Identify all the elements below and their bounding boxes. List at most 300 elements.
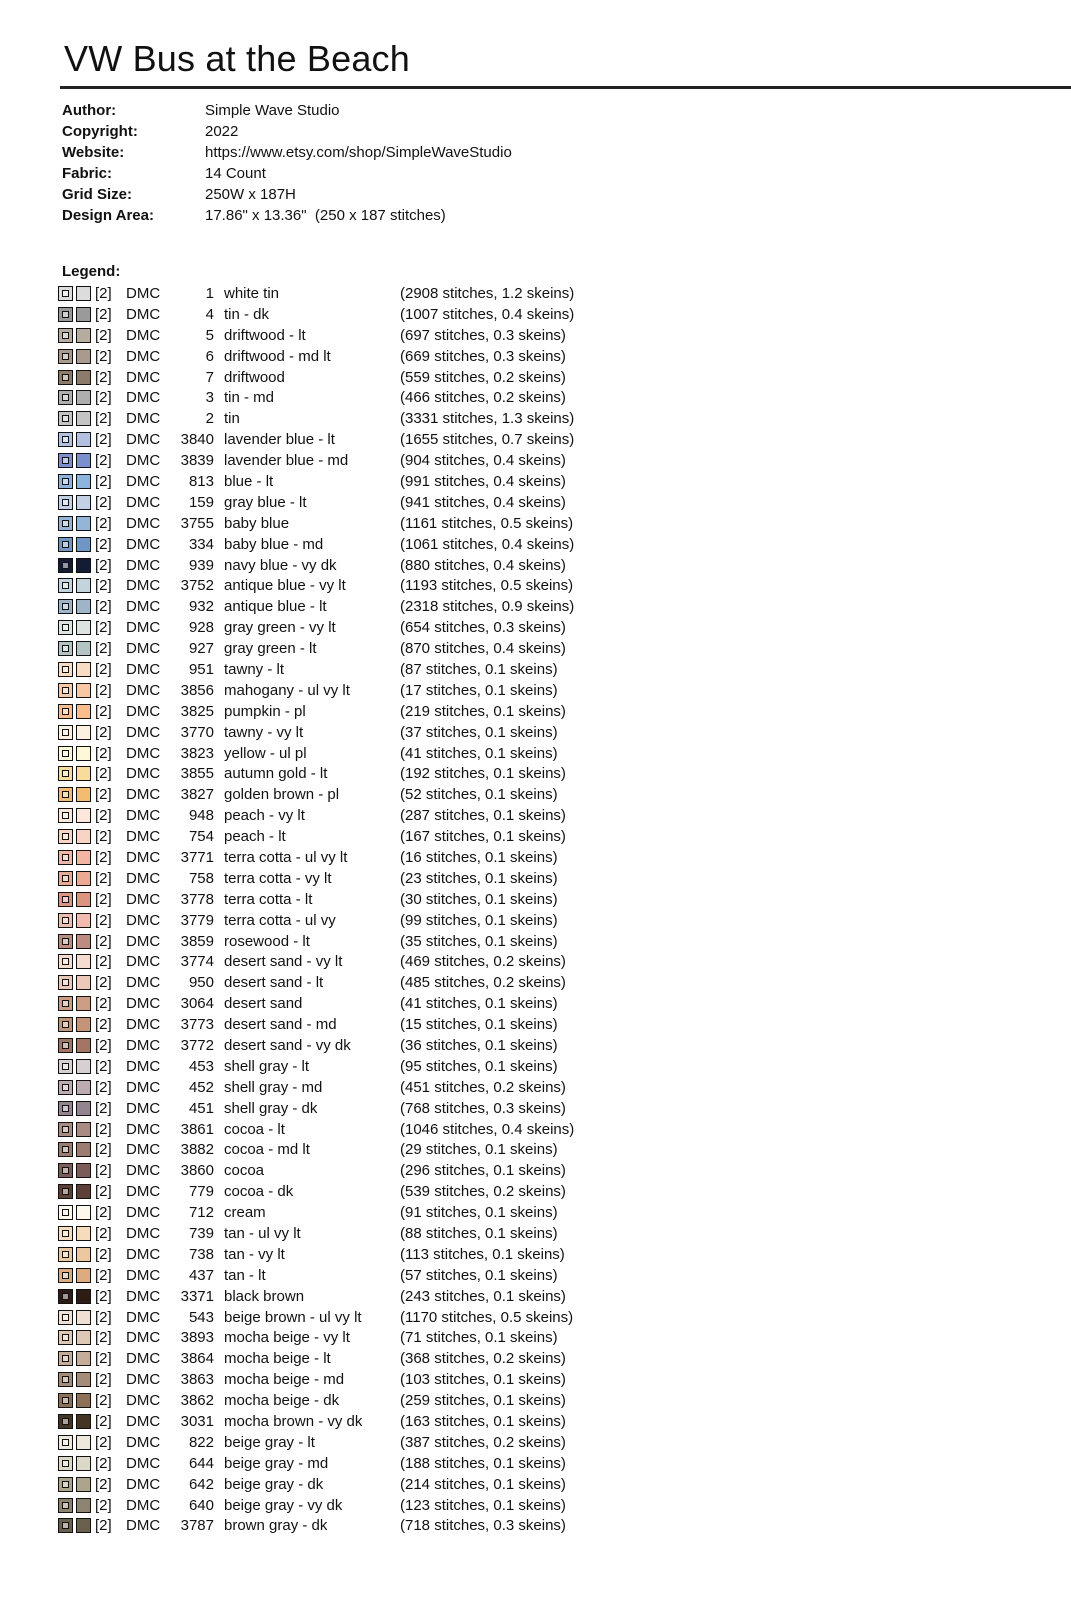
strand-count: [2] [95,995,112,1013]
thread-number: 758 [188,869,214,887]
thread-number: 754 [188,828,214,846]
thread-number: 3863 [180,1371,214,1389]
color-swatch [76,1247,91,1262]
stitch-symbol-icon [58,1330,73,1345]
thread-number: 6 [205,347,214,365]
color-swatch [76,996,91,1011]
thread-brand: DMC [126,368,161,386]
legend-row [58,513,574,534]
legend-row [58,304,574,325]
thread-usage: (219 stitches, 0.1 skeins) [400,702,566,720]
legend-row [58,617,574,638]
strand-count: [2] [95,1475,112,1493]
stitch-symbol-icon [58,1310,73,1325]
thread-name: shell gray - lt [224,1057,310,1075]
meta-label: Copyright: [62,123,138,140]
thread-number: 642 [188,1475,214,1493]
legend-row [58,367,574,388]
thread-number: 640 [188,1496,214,1514]
color-swatch [76,411,91,426]
thread-name: lavender blue - lt [224,431,335,449]
thread-name: baby blue - md [224,535,324,553]
color-swatch [76,495,91,510]
thread-brand: DMC [126,1141,161,1159]
thread-number: 928 [188,619,214,637]
thread-brand: DMC [126,1183,161,1201]
stitch-symbol-icon [58,537,73,552]
legend-row [58,534,574,555]
thread-number: 3773 [180,1016,214,1034]
strand-count: [2] [95,1078,112,1096]
legend-row [58,1181,574,1202]
thread-brand: DMC [126,932,161,950]
strand-count: [2] [95,890,112,908]
legend-row [58,1223,574,1244]
thread-brand: DMC [126,326,161,344]
thread-brand: DMC [126,1245,161,1263]
stitch-symbol-icon [58,1372,73,1387]
thread-usage: (15 stitches, 0.1 skeins) [400,1016,558,1034]
thread-brand: DMC [126,514,161,532]
strand-count: [2] [95,1287,112,1305]
legend-row [58,1474,574,1495]
strand-count: [2] [95,1308,112,1326]
color-swatch [76,1498,91,1513]
thread-number: 3861 [180,1120,214,1138]
stitch-symbol-icon [58,1518,73,1533]
thread-usage: (16 stitches, 0.1 skeins) [400,848,558,866]
legend-row [58,659,574,680]
legend-row [58,1265,574,1286]
thread-number: 948 [188,807,214,825]
thread-number: 3882 [180,1141,214,1159]
thread-number: 3752 [180,577,214,595]
thread-number: 644 [188,1454,214,1472]
legend-row [58,743,574,764]
thread-number: 3 [205,389,214,407]
thread-brand: DMC [126,911,161,929]
thread-name: cocoa - md lt [224,1141,310,1159]
website-link[interactable]: https://www.etsy.com/shop/SimpleWaveStudio [205,144,512,161]
color-swatch [76,349,91,364]
color-swatch [76,370,91,385]
thread-name: brown gray - dk [224,1517,328,1535]
legend-row [58,1390,574,1411]
thread-brand: DMC [126,1078,161,1096]
thread-usage: (192 stitches, 0.1 skeins) [400,765,566,783]
legend-row [58,868,574,889]
thread-usage: (35 stitches, 0.1 skeins) [400,932,558,950]
thread-number: 3859 [180,932,214,950]
strand-count: [2] [95,911,112,929]
thread-usage: (904 stitches, 0.4 skeins) [400,452,566,470]
thread-name: driftwood - lt [224,326,306,344]
color-swatch [76,453,91,468]
thread-brand: DMC [126,1266,161,1284]
thread-usage: (654 stitches, 0.3 skeins) [400,619,566,637]
thread-usage: (1007 stitches, 0.4 skeins) [400,305,575,323]
meta-row-website [62,142,512,163]
meta-label: Design Area: [62,207,154,224]
thread-number: 3031 [180,1413,214,1431]
color-swatch [76,1059,91,1074]
color-swatch [76,1435,91,1450]
legend-row [58,1035,574,1056]
thread-name: mocha beige - dk [224,1392,340,1410]
legend-row [58,847,574,868]
color-swatch [76,829,91,844]
thread-name: mocha brown - vy dk [224,1413,363,1431]
pattern-info [62,100,512,226]
meta-row-fabric [62,163,512,184]
legend-row [58,450,574,471]
color-swatch [76,808,91,823]
thread-number: 451 [188,1099,214,1117]
thread-name: yellow - ul pl [224,744,307,762]
stitch-symbol-icon [58,1101,73,1116]
stitch-symbol-icon [58,1289,73,1304]
legend-row [58,993,574,1014]
thread-number: 3855 [180,765,214,783]
thread-usage: (451 stitches, 0.2 skeins) [400,1078,566,1096]
strand-count: [2] [95,1057,112,1075]
thread-number: 3774 [180,953,214,971]
stitch-symbol-icon [58,850,73,865]
stitch-symbol-icon [58,411,73,426]
thread-name: tan - lt [224,1266,266,1284]
thread-usage: (3331 stitches, 1.3 skeins) [400,410,575,428]
thread-number: 822 [188,1433,214,1451]
thread-brand: DMC [126,786,161,804]
legend-row [58,1348,574,1369]
stitch-symbol-icon [58,871,73,886]
thread-usage: (123 stitches, 0.1 skeins) [400,1496,566,1514]
color-swatch [76,432,91,447]
thread-brand: DMC [126,848,161,866]
thread-number: 3839 [180,452,214,470]
legend-row [58,492,574,513]
thread-number: 437 [188,1266,214,1284]
title-divider [60,86,1071,89]
strand-count: [2] [95,744,112,762]
thread-brand: DMC [126,660,161,678]
legend-row [58,784,574,805]
thread-number: 3827 [180,786,214,804]
thread-brand: DMC [126,1475,161,1493]
thread-brand: DMC [126,1329,161,1347]
thread-name: terra cotta - lt [224,890,313,908]
thread-usage: (941 stitches, 0.4 skeins) [400,493,566,511]
legend-row [58,638,574,659]
thread-number: 3864 [180,1350,214,1368]
stitch-symbol-icon [58,1122,73,1137]
thread-brand: DMC [126,1454,161,1472]
thread-number: 3064 [180,995,214,1013]
thread-number: 453 [188,1057,214,1075]
thread-usage: (669 stitches, 0.3 skeins) [400,347,566,365]
legend-row [58,471,574,492]
thread-brand: DMC [126,577,161,595]
thread-usage: (2318 stitches, 0.9 skeins) [400,598,575,616]
color-swatch [76,1184,91,1199]
legend-row [58,1077,574,1098]
meta-value: 250W x 187H [205,186,296,203]
thread-number: 3787 [180,1517,214,1535]
thread-usage: (188 stitches, 0.1 skeins) [400,1454,566,1472]
thread-name: beige gray - lt [224,1433,315,1451]
thread-name: tawny - vy lt [224,723,304,741]
strand-count: [2] [95,514,112,532]
thread-number: 334 [188,535,214,553]
thread-number: 2 [205,410,214,428]
strand-count: [2] [95,556,112,574]
stitch-symbol-icon [58,1268,73,1283]
thread-brand: DMC [126,828,161,846]
thread-brand: DMC [126,890,161,908]
strand-count: [2] [95,932,112,950]
color-swatch [76,787,91,802]
thread-name: antique blue - vy lt [224,577,346,595]
thread-usage: (991 stitches, 0.4 skeins) [400,472,566,490]
thread-usage: (71 stitches, 0.1 skeins) [400,1329,558,1347]
legend-row [58,346,574,367]
thread-number: 4 [205,305,214,323]
thread-usage: (368 stitches, 0.2 skeins) [400,1350,566,1368]
thread-number: 3893 [180,1329,214,1347]
thread-usage: (1170 stitches, 0.5 skeins) [400,1308,574,1326]
thread-number: 739 [188,1225,214,1243]
thread-usage: (1046 stitches, 0.4 skeins) [400,1120,575,1138]
thread-name: gray green - lt [224,640,317,658]
strand-count: [2] [95,284,112,302]
legend-row [58,722,574,743]
thread-usage: (91 stitches, 0.1 skeins) [400,1204,558,1222]
thread-usage: (469 stitches, 0.2 skeins) [400,953,566,971]
thread-usage: (387 stitches, 0.2 skeins) [400,1433,566,1451]
legend-row [58,1098,574,1119]
thread-usage: (559 stitches, 0.2 skeins) [400,368,566,386]
strand-count: [2] [95,305,112,323]
thread-name: tan - ul vy lt [224,1225,301,1243]
strand-count: [2] [95,368,112,386]
thread-brand: DMC [126,1225,161,1243]
stitch-symbol-icon [58,641,73,656]
thread-name: desert sand - md [224,1016,337,1034]
thread-name: baby blue [224,514,290,532]
thread-number: 927 [188,640,214,658]
thread-brand: DMC [126,1057,161,1075]
thread-number: 3755 [180,514,214,532]
color-swatch [76,1142,91,1157]
thread-name: golden brown - pl [224,786,340,804]
legend-row [58,283,574,304]
thread-legend [58,283,574,1536]
thread-usage: (29 stitches, 0.1 skeins) [400,1141,558,1159]
thread-name: desert sand - vy dk [224,1037,351,1054]
meta-row-design-area [62,205,512,226]
thread-number: 3371 [180,1287,214,1305]
legend-row [58,1202,574,1223]
stitch-symbol-icon [58,1184,73,1199]
legend-row [58,596,574,617]
strand-count: [2] [95,1099,112,1117]
color-swatch [76,328,91,343]
thread-usage: (99 stitches, 0.1 skeins) [400,911,558,929]
stitch-symbol-icon [58,1393,73,1408]
color-swatch [76,746,91,761]
strand-count: [2] [95,974,112,992]
thread-name: beige gray - md [224,1454,329,1472]
color-swatch [76,934,91,949]
thread-usage: (1061 stitches, 0.4 skeins) [400,535,575,553]
legend-row [58,1119,574,1140]
thread-brand: DMC [126,472,161,490]
thread-name: beige gray - dk [224,1475,324,1493]
thread-number: 3825 [180,702,214,720]
thread-brand: DMC [126,1037,161,1054]
meta-value: 14 Count [205,165,266,182]
color-swatch [76,1101,91,1116]
thread-usage: (259 stitches, 0.1 skeins) [400,1392,566,1410]
legend-row [58,1286,574,1307]
thread-usage: (41 stitches, 0.1 skeins) [400,744,558,762]
stitch-symbol-icon [58,1142,73,1157]
thread-name: rosewood - lt [224,932,310,950]
stitch-symbol-icon [58,516,73,531]
legend-row [58,429,574,450]
thread-name: antique blue - lt [224,598,327,616]
thread-number: 950 [188,974,214,992]
thread-number: 779 [188,1183,214,1201]
thread-number: 543 [188,1308,214,1326]
strand-count: [2] [95,1350,112,1368]
stitch-symbol-icon [58,1351,73,1366]
thread-brand: DMC [126,347,161,365]
color-swatch [76,725,91,740]
thread-usage: (243 stitches, 0.1 skeins) [400,1287,566,1305]
strand-count: [2] [95,660,112,678]
stitch-symbol-icon [58,328,73,343]
thread-usage: (95 stitches, 0.1 skeins) [400,1057,558,1075]
thread-name: pumpkin - pl [224,702,306,720]
stitch-symbol-icon [58,453,73,468]
color-swatch [76,1289,91,1304]
thread-brand: DMC [126,995,161,1013]
thread-brand: DMC [126,305,161,323]
color-swatch [76,516,91,531]
stitch-symbol-icon [58,599,73,614]
thread-usage: (880 stitches, 0.4 skeins) [400,556,566,574]
color-swatch [76,1268,91,1283]
color-swatch [76,537,91,552]
thread-brand: DMC [126,410,161,428]
thread-number: 3840 [180,431,214,449]
strand-count: [2] [95,702,112,720]
thread-brand: DMC [126,1496,161,1514]
legend-row [58,325,574,346]
strand-count: [2] [95,848,112,866]
thread-name: lavender blue - md [224,452,349,470]
thread-number: 452 [188,1078,214,1096]
thread-brand: DMC [126,681,161,699]
legend-row [58,1369,574,1390]
thread-brand: DMC [126,1350,161,1368]
meta-label: Fabric: [62,165,113,182]
strand-count: [2] [95,765,112,783]
thread-number: 3860 [180,1162,214,1180]
thread-name: gray green - vy lt [224,619,336,637]
thread-usage: (214 stitches, 0.1 skeins) [400,1475,566,1493]
thread-name: shell gray - dk [224,1099,318,1117]
thread-number: 939 [188,556,214,574]
strand-count: [2] [95,1183,112,1201]
thread-name: tin [224,410,240,428]
strand-count: [2] [95,452,112,470]
thread-usage: (718 stitches, 0.3 skeins) [400,1517,566,1535]
strand-count: [2] [95,347,112,365]
thread-usage: (296 stitches, 0.1 skeins) [400,1162,566,1180]
stitch-symbol-icon [58,432,73,447]
thread-number: 3778 [180,890,214,908]
thread-usage: (1655 stitches, 0.7 skeins) [400,431,575,449]
color-swatch [76,599,91,614]
color-swatch [76,641,91,656]
color-swatch [76,307,91,322]
thread-name: beige brown - ul vy lt [224,1308,362,1326]
thread-name: mocha beige - vy lt [224,1329,350,1347]
stitch-symbol-icon [58,1414,73,1429]
color-swatch [76,1393,91,1408]
thread-number: 159 [188,493,214,511]
strand-count: [2] [95,828,112,846]
strand-count: [2] [95,389,112,407]
stitch-symbol-icon [58,558,73,573]
strand-count: [2] [95,535,112,553]
thread-number: 3856 [180,681,214,699]
stitch-symbol-icon [58,307,73,322]
strand-count: [2] [95,410,112,428]
thread-usage: (167 stitches, 0.1 skeins) [400,828,566,846]
stitch-symbol-icon [58,349,73,364]
thread-brand: DMC [126,1204,161,1222]
color-swatch [76,1518,91,1533]
color-swatch [76,1205,91,1220]
thread-name: blue - lt [224,472,274,490]
strand-count: [2] [95,1496,112,1514]
meta-value: Simple Wave Studio [205,102,340,119]
thread-brand: DMC [126,535,161,553]
thread-brand: DMC [126,1308,161,1326]
thread-usage: (57 stitches, 0.1 skeins) [400,1266,558,1284]
legend-row [58,952,574,973]
stitch-symbol-icon [58,975,73,990]
thread-number: 3772 [180,1037,214,1054]
strand-count: [2] [95,1037,112,1054]
strand-count: [2] [95,640,112,658]
legend-row [58,889,574,910]
thread-name: desert sand [224,995,303,1013]
thread-brand: DMC [126,598,161,616]
color-swatch [76,1038,91,1053]
thread-usage: (17 stitches, 0.1 skeins) [400,681,558,699]
meta-row-author [62,100,512,121]
thread-name: beige gray - vy dk [224,1496,343,1514]
stitch-symbol-icon [58,1059,73,1074]
stitch-symbol-icon [58,892,73,907]
strand-count: [2] [95,472,112,490]
strand-count: [2] [95,619,112,637]
thread-brand: DMC [126,765,161,783]
